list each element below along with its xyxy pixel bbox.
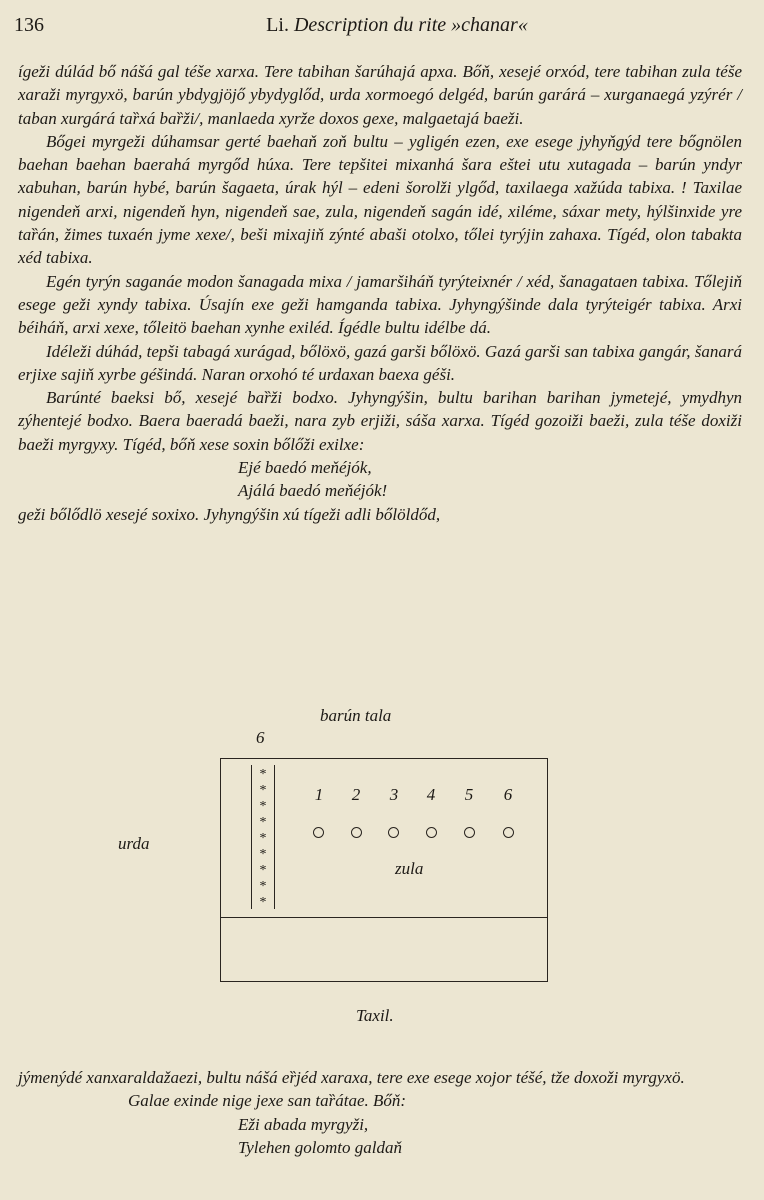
star-mark: * xyxy=(259,815,267,830)
paragraph-5: Barúnté baeksi bő, xesejé baȑži bodxo. Jyhyngýšin, bultu barihan barihan jymetejé, ymydhyn zýhentejé bodxo. Baera baeradá baeži, nara zyb erjiži, sáša xarxa. Tígéd gozoiži baeži, zula téše doxiži baeži myrgyxy. Tígéd, bőň xese soxin bőlőži exilxe: xyxy=(18,388,742,454)
place-number: 2 xyxy=(351,785,361,804)
diagram-bottom-label: Taxil. xyxy=(356,1006,394,1025)
main-text xyxy=(18,60,742,526)
place-circle xyxy=(464,827,475,838)
diagram-frame xyxy=(220,758,548,982)
after-verse-line: geži bőlődlö xesejé soxixo. Jyhyngýšin xú tígeži adli bőlöldőd, xyxy=(18,504,441,524)
star-mark: * xyxy=(259,767,267,782)
star-mark: * xyxy=(259,831,267,846)
place-circle xyxy=(313,827,324,838)
bottom-indent-line: Galae exinde nige jexe san taȑátae. Bőň: xyxy=(128,1091,407,1111)
place-circle xyxy=(351,827,362,838)
diagram-divider xyxy=(221,917,547,918)
verse-line: Eži abada myrgyži, xyxy=(238,1114,369,1134)
paragraph-3: Egén tyrýn saganáe modon šanagada mixa / jamaršiháň tyrýteixnér / xéd, šanagataen tabixa. Tőlejiň esege geži xyndy tabixa. Úsajín exe geži hamganda tabixa. Jyhyngýšinde dala tyrýteigér tabixa. Arxi béiháň, arxi xexe, tőleitö baehan xynhe exiléd. Ígédle bultu idélbe dá. xyxy=(18,271,742,338)
verse-line: Ajálá baedó meňéjók! xyxy=(238,481,388,501)
bottom-text xyxy=(18,1066,742,1159)
page-number: 136 xyxy=(14,14,44,36)
diagram-count-label: 6 xyxy=(256,728,265,747)
star-mark: * xyxy=(259,799,267,814)
place-number: 3 xyxy=(389,785,399,804)
star-mark: * xyxy=(259,895,267,910)
place-number: 6 xyxy=(503,785,513,804)
place-number: 1 xyxy=(314,785,324,804)
paragraph-4: Idéleži dúhád, tepši tabagá xurágad, bőlöxö, gazá garši bőlöxö. Gazá garši san tabixa gangár, šanará erjixe sajiň xyrbe géšindá. Naran orxohó té urdaxan baexa géši. xyxy=(18,341,742,384)
diagram-top-label: barún tala xyxy=(320,706,392,725)
diagram-center-label: zula xyxy=(395,859,424,878)
verse-line: Ejé baedó meňéjók, xyxy=(238,458,372,478)
verse-block-1 xyxy=(18,456,742,503)
place-number: 5 xyxy=(464,785,474,804)
layout-diagram xyxy=(0,690,764,1030)
star-mark: * xyxy=(259,863,267,878)
bottom-paragraph: jýmenýdé xanxaraldažaezi, bultu nášá eȑjéd xaraxa, tere exe esege xojor téšé, tže doxoži myrgyxö. xyxy=(18,1068,685,1087)
chapter-prefix: Li. xyxy=(266,14,289,36)
verse-line: Tylehen golomto galdaň xyxy=(238,1137,402,1157)
chapter-title: Description du rite »chanar« xyxy=(293,14,528,36)
diagram-left-label: urda xyxy=(118,834,150,853)
running-title xyxy=(14,14,740,37)
star-column xyxy=(251,765,275,909)
running-header xyxy=(14,14,740,40)
place-circle xyxy=(426,827,437,838)
place-number: 4 xyxy=(426,785,436,804)
verse-block-2 xyxy=(18,1113,742,1160)
place-circle xyxy=(503,827,514,838)
star-mark: * xyxy=(259,847,267,862)
place-circle xyxy=(388,827,399,838)
star-mark: * xyxy=(259,879,267,894)
star-mark: * xyxy=(259,783,267,798)
paragraph-2: Bőgei myrgeži dúhamsar gerté baehaň zoň bultu – ygligén ezen, exe esege jyhyňgýd tere bőgnölen baehan baehan baerahá myrgőd húxa. Tere tepšitei mixanhá šara eštei utu xutagada – barún yndyr xabuhan, barún hybé, barún šagaeta, úrak hýl – edeni šorolži ylgőd, taxilaega xažúda tabixa. ! Taxilae nigendeň arxi, nigendeň hyn, nigendeň sae, zula, nigendeň sagán idé, xiléme, sáxar mety, hýlšinxide yre taȑán, žimes tuxaén jyme xexe/, beši mixajiň zýnté abaši otolxo, tőlei tyrýjin zahaxa. Tígéd, olon tabakta xéd tabixa. xyxy=(18,131,742,268)
paragraph-1: ígeži dúlád bő nášá gal téše xarxa. Tere tabihan šarúhajá apxa. Bőň, xesejé orxód, tere tabihan zula téše xaraži myrgyxö, barún ybdygjöjő ybydyglőd, urda xormoegó delgéd, barún garárá – xurganaegá yzýrér / taban xurgárá taȑxá baȑži/, manlaeda xyrže doxos gexe, malgaetajá baeži. xyxy=(18,62,742,128)
